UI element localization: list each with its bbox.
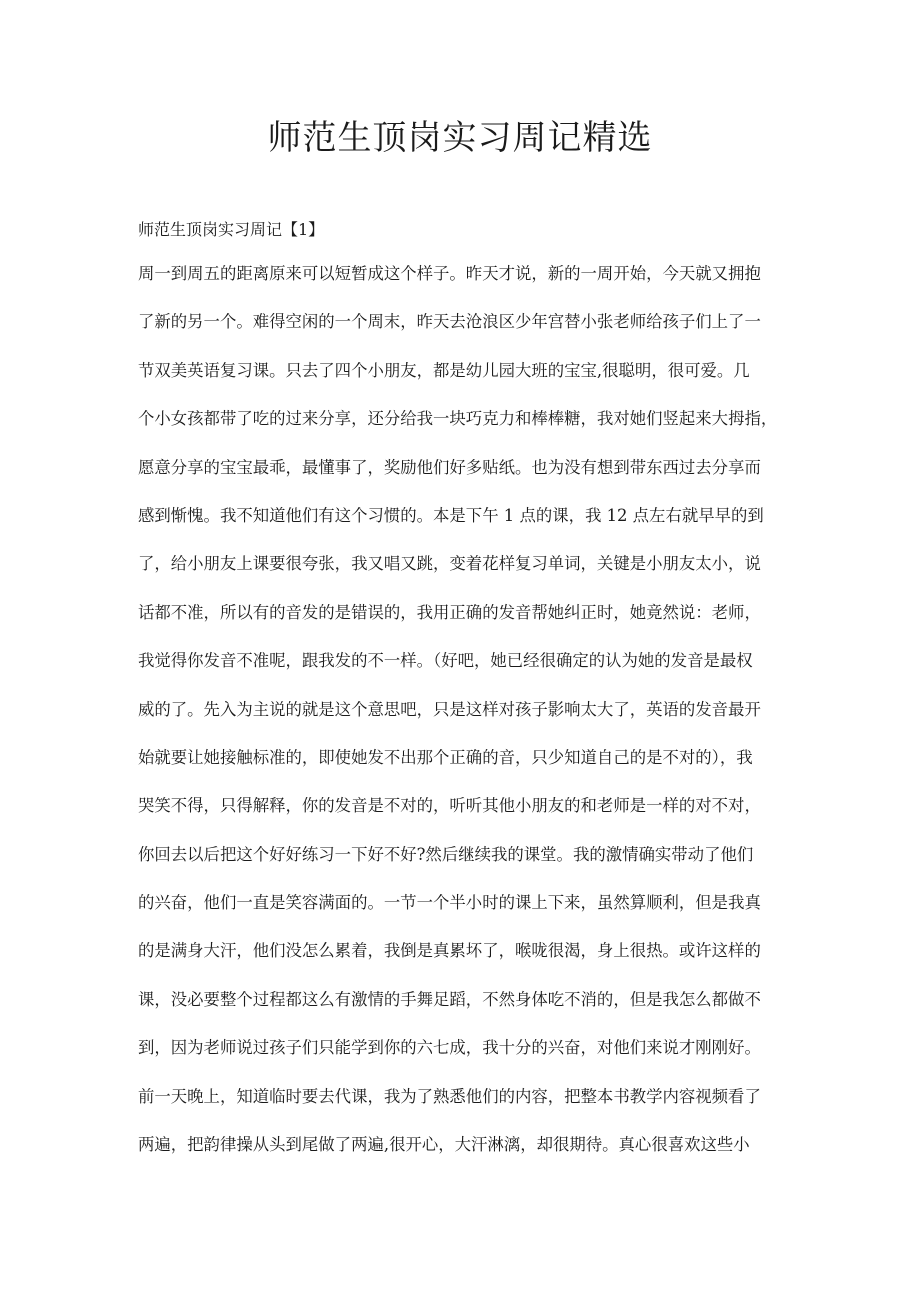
text-line: 你回去以后把这个好好练习一下好不好?然后继续我的课堂。我的激情确实带动了他们 xyxy=(138,844,754,864)
text-line: 了新的另一个。难得空闲的一个周末，昨天去沧浪区少年宫替小张老师给孩子们上了一 xyxy=(138,312,761,332)
text-line: 两遍，把韵律操从头到尾做了两遍,很开心，大汗淋漓，却很期待。真心很喜欢这些小 xyxy=(138,1135,750,1155)
text-line: 周一到周五的距离原来可以短暂成这个样子。昨天才说，新的一周开始，今天就又拥抱 xyxy=(138,264,761,283)
text-line: 个小女孩都带了吃的过来分享，还分给我一块巧克力和棒棒糖，我对她们竖起来大拇指， xyxy=(138,409,778,429)
text-line: 威的了。先入为主说的就是这个意思吧，只是这样对孩子影响太大了，英语的发音最开 xyxy=(138,699,761,719)
text-line: 我觉得你发音不准呢，跟我发的不一样。（好吧，她已经很确定的认为她的发音是最权 xyxy=(138,651,753,671)
text-line: 的是满身大汗，他们没怎么累着，我倒是真累坏了，喉咙很渴，身上很热。或许这样的 xyxy=(138,941,761,961)
text-line: 的兴奋，他们一直是笑容满面的。一节一个半小时的课上下来，虽然算顺利，但是我真 xyxy=(138,893,761,913)
body-text xyxy=(138,260,798,1179)
text-line: 节双美英语复习课。只去了四个小朋友，都是幼儿园大班的宝宝,很聪明，很可爱。几 xyxy=(138,360,750,380)
text-line: 哭笑不得，只得解释，你的发音是不对的，听听其他小朋友的和老师是一样的对不对， xyxy=(138,796,761,816)
text-line: 前一天晚上，知道临时要去代课，我为了熟悉他们的内容，把整本书教学内容视频看了 xyxy=(138,1086,761,1106)
text-line: 课，没必要整个过程都这么有激情的手舞足蹈，不然身体吃不消的，但是我怎么都做不 xyxy=(138,989,761,1009)
text-line: 感到惭愧。我不知道他们有这个习惯的。本是下午 1 点的课，我 12 点左右就早早的到 xyxy=(138,505,764,525)
text-line: 始就要让她接触标准的，即使她发不出那个正确的音，只少知道自己的是不对的），我 xyxy=(138,747,753,767)
text-line: 话都不准，所以有的音发的是错误的，我用正确的发音帮她纠正时，她竟然说：老师， xyxy=(138,602,761,622)
text-line: 到，因为老师说过孩子们只能学到你的六七成，我十分的兴奋，对他们来说才刚刚好。 xyxy=(138,1038,761,1058)
document-title: 师范生顶岗实习周记精选 xyxy=(267,118,653,158)
section-heading: 师范生顶岗实习周记【1】 xyxy=(138,220,325,239)
text-line: 愿意分享的宝宝最乖，最懂事了，奖励他们好多贴纸。也为没有想到带东西过去分享而 xyxy=(138,457,761,477)
text-line: 了，给小朋友上课要很夸张，我又唱又跳，变着花样复习单词，关键是小朋友太小，说 xyxy=(138,554,761,574)
